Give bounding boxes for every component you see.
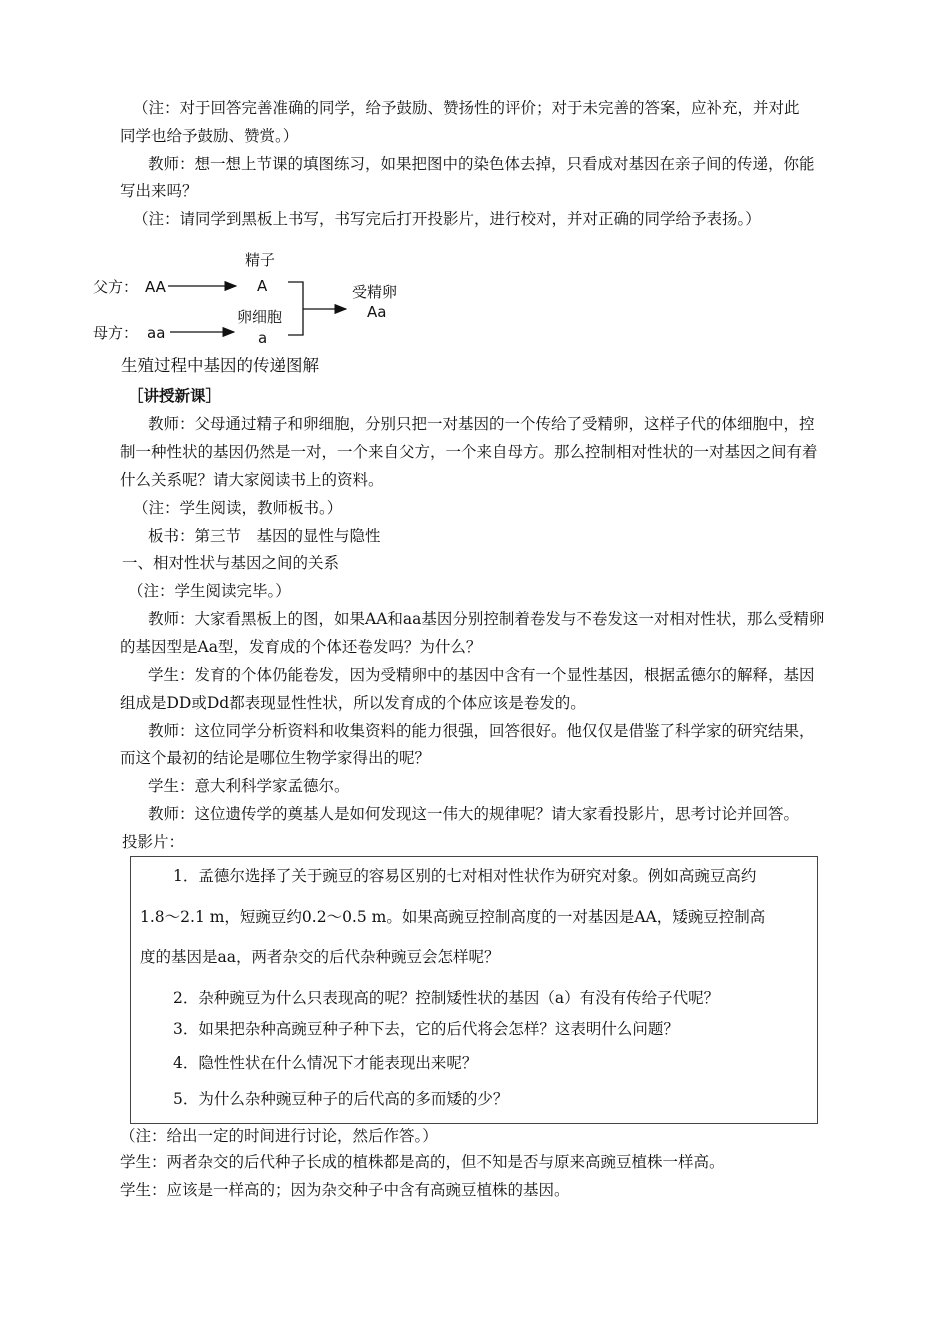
slide-question: 4．隐性性状在什么情况下才能表现出来呢？ — [173, 1054, 478, 1072]
slide-question: 2．杂种豌豆为什么只表现高的呢？控制矮性状的基因（a）有没有传给子代呢？ — [173, 989, 720, 1007]
teacher-line: 教师：大家看黑板上的图，如果AA和aa基因分别控制着卷发与不卷发这一对相对性状，那么受精卵 — [148, 610, 825, 628]
student-line: 学生：发育的个体仍能卷发，因为受精卵中的基因中含有一个显性基因，根据孟德尔的解释，基因 — [148, 666, 815, 684]
teacher-line: 制一种性状的基因仍然是一对，一个来自父方，一个来自母方。那么控制相对性状的一对基因之间有着 — [120, 443, 818, 461]
teacher-line: 写出来吗？ — [120, 182, 198, 200]
bracket — [288, 282, 303, 335]
teacher-line: 教师：这位同学分析资料和收集资料的能力很强，回答很好。他仅仅是借鉴了科学家的研究结果， — [148, 722, 815, 740]
egg-gene: a — [258, 329, 268, 347]
student-line: 学生：意大利科学家孟德尔。 — [148, 777, 350, 795]
slide-question: 1．孟德尔选择了关于豌豆的容易区别的七对相对性状作为研究对象。例如高豌豆高约 — [173, 867, 757, 885]
note-line: （注：对于回答完善准确的同学，给予鼓励、赞扬性的评价；对于未完善的答案，应补充，并对此 — [133, 99, 800, 117]
section-title: 一、相对性状与基因之间的关系 — [122, 554, 340, 572]
teacher-line: 教师：这位遗传学的奠基人是如何发现这一伟大的规律呢？请大家看投影片，思考讨论并回答。 — [148, 805, 800, 823]
teacher-line: 而这个最初的结论是哪位生物学家得出的呢？ — [120, 749, 431, 767]
sperm-label: 精子 — [245, 251, 276, 269]
note-line: （注：给出一定的时间进行讨论，然后作答。） — [120, 1127, 438, 1145]
note-line: （注：学生阅读完毕。） — [128, 582, 291, 600]
student-line: 学生：两者杂交的后代种子长成的植株都是高的，但不知是否与原来高豌豆植株一样高。 — [120, 1153, 725, 1171]
teacher-line: 教师：想一想上节课的填图练习，如果把图中的染色体去掉，只看成对基因在亲子间的传递，你能 — [148, 155, 815, 173]
note-line: （注：学生阅读，教师板书。） — [133, 499, 343, 517]
student-line: 组成是DD或Dd都表现显性性状，所以发育成的个体应该是卷发的。 — [120, 694, 586, 712]
note-line: 同学也给予鼓励、赞赏。） — [120, 127, 299, 145]
mother-genotype: aa — [147, 324, 166, 342]
slide-box — [130, 856, 818, 1124]
diagram-caption: 生殖过程中基因的传递图解 — [121, 356, 319, 375]
father-label: 父方： — [93, 278, 139, 296]
slide-question: 度的基因是aa，两者杂交的后代杂种豌豆会怎样呢？ — [140, 948, 500, 966]
sperm-gene: A — [257, 277, 268, 295]
board-line: 板书：第三节 基因的显性与隐性 — [148, 527, 381, 545]
student-line: 学生：应该是一样高的；因为杂交种子中含有高豌豆植株的基因。 — [120, 1181, 570, 1199]
father-genotype: AA — [145, 278, 166, 296]
slide-label: 投影片： — [122, 833, 185, 851]
section-heading: ［讲授新课］ — [128, 386, 222, 405]
zygote-label: 受精卵 — [352, 283, 398, 301]
teacher-line: 什么关系呢？请大家阅读书上的资料。 — [120, 471, 384, 489]
mother-label: 母方： — [93, 324, 139, 342]
teacher-line: 教师：父母通过精子和卵细胞，分别只把一对基因的一个传给了受精卵，这样子代的体细胞中，控 — [148, 415, 815, 433]
note-line: （注：请同学到黑板上书写，书写完后打开投影片，进行校对，并对正确的同学给予表扬。） — [133, 210, 761, 228]
slide-question: 5．为什么杂种豌豆种子的后代高的多而矮的少？ — [173, 1090, 509, 1108]
slide-question: 1.8～2.1 m，短豌豆约0.2～0.5 m。如果高豌豆控制高度的一对基因是AA，矮豌豆控制高 — [140, 908, 766, 926]
teacher-line: 的基因型是Aa型，发育成的个体还卷发吗？为什么？ — [120, 638, 482, 656]
egg-label: 卵细胞 — [237, 308, 283, 326]
zygote-genotype: Aa — [367, 303, 387, 321]
slide-question: 3．如果把杂种高豌豆种子种下去，它的后代将会怎样？这表明什么问题？ — [173, 1020, 679, 1038]
